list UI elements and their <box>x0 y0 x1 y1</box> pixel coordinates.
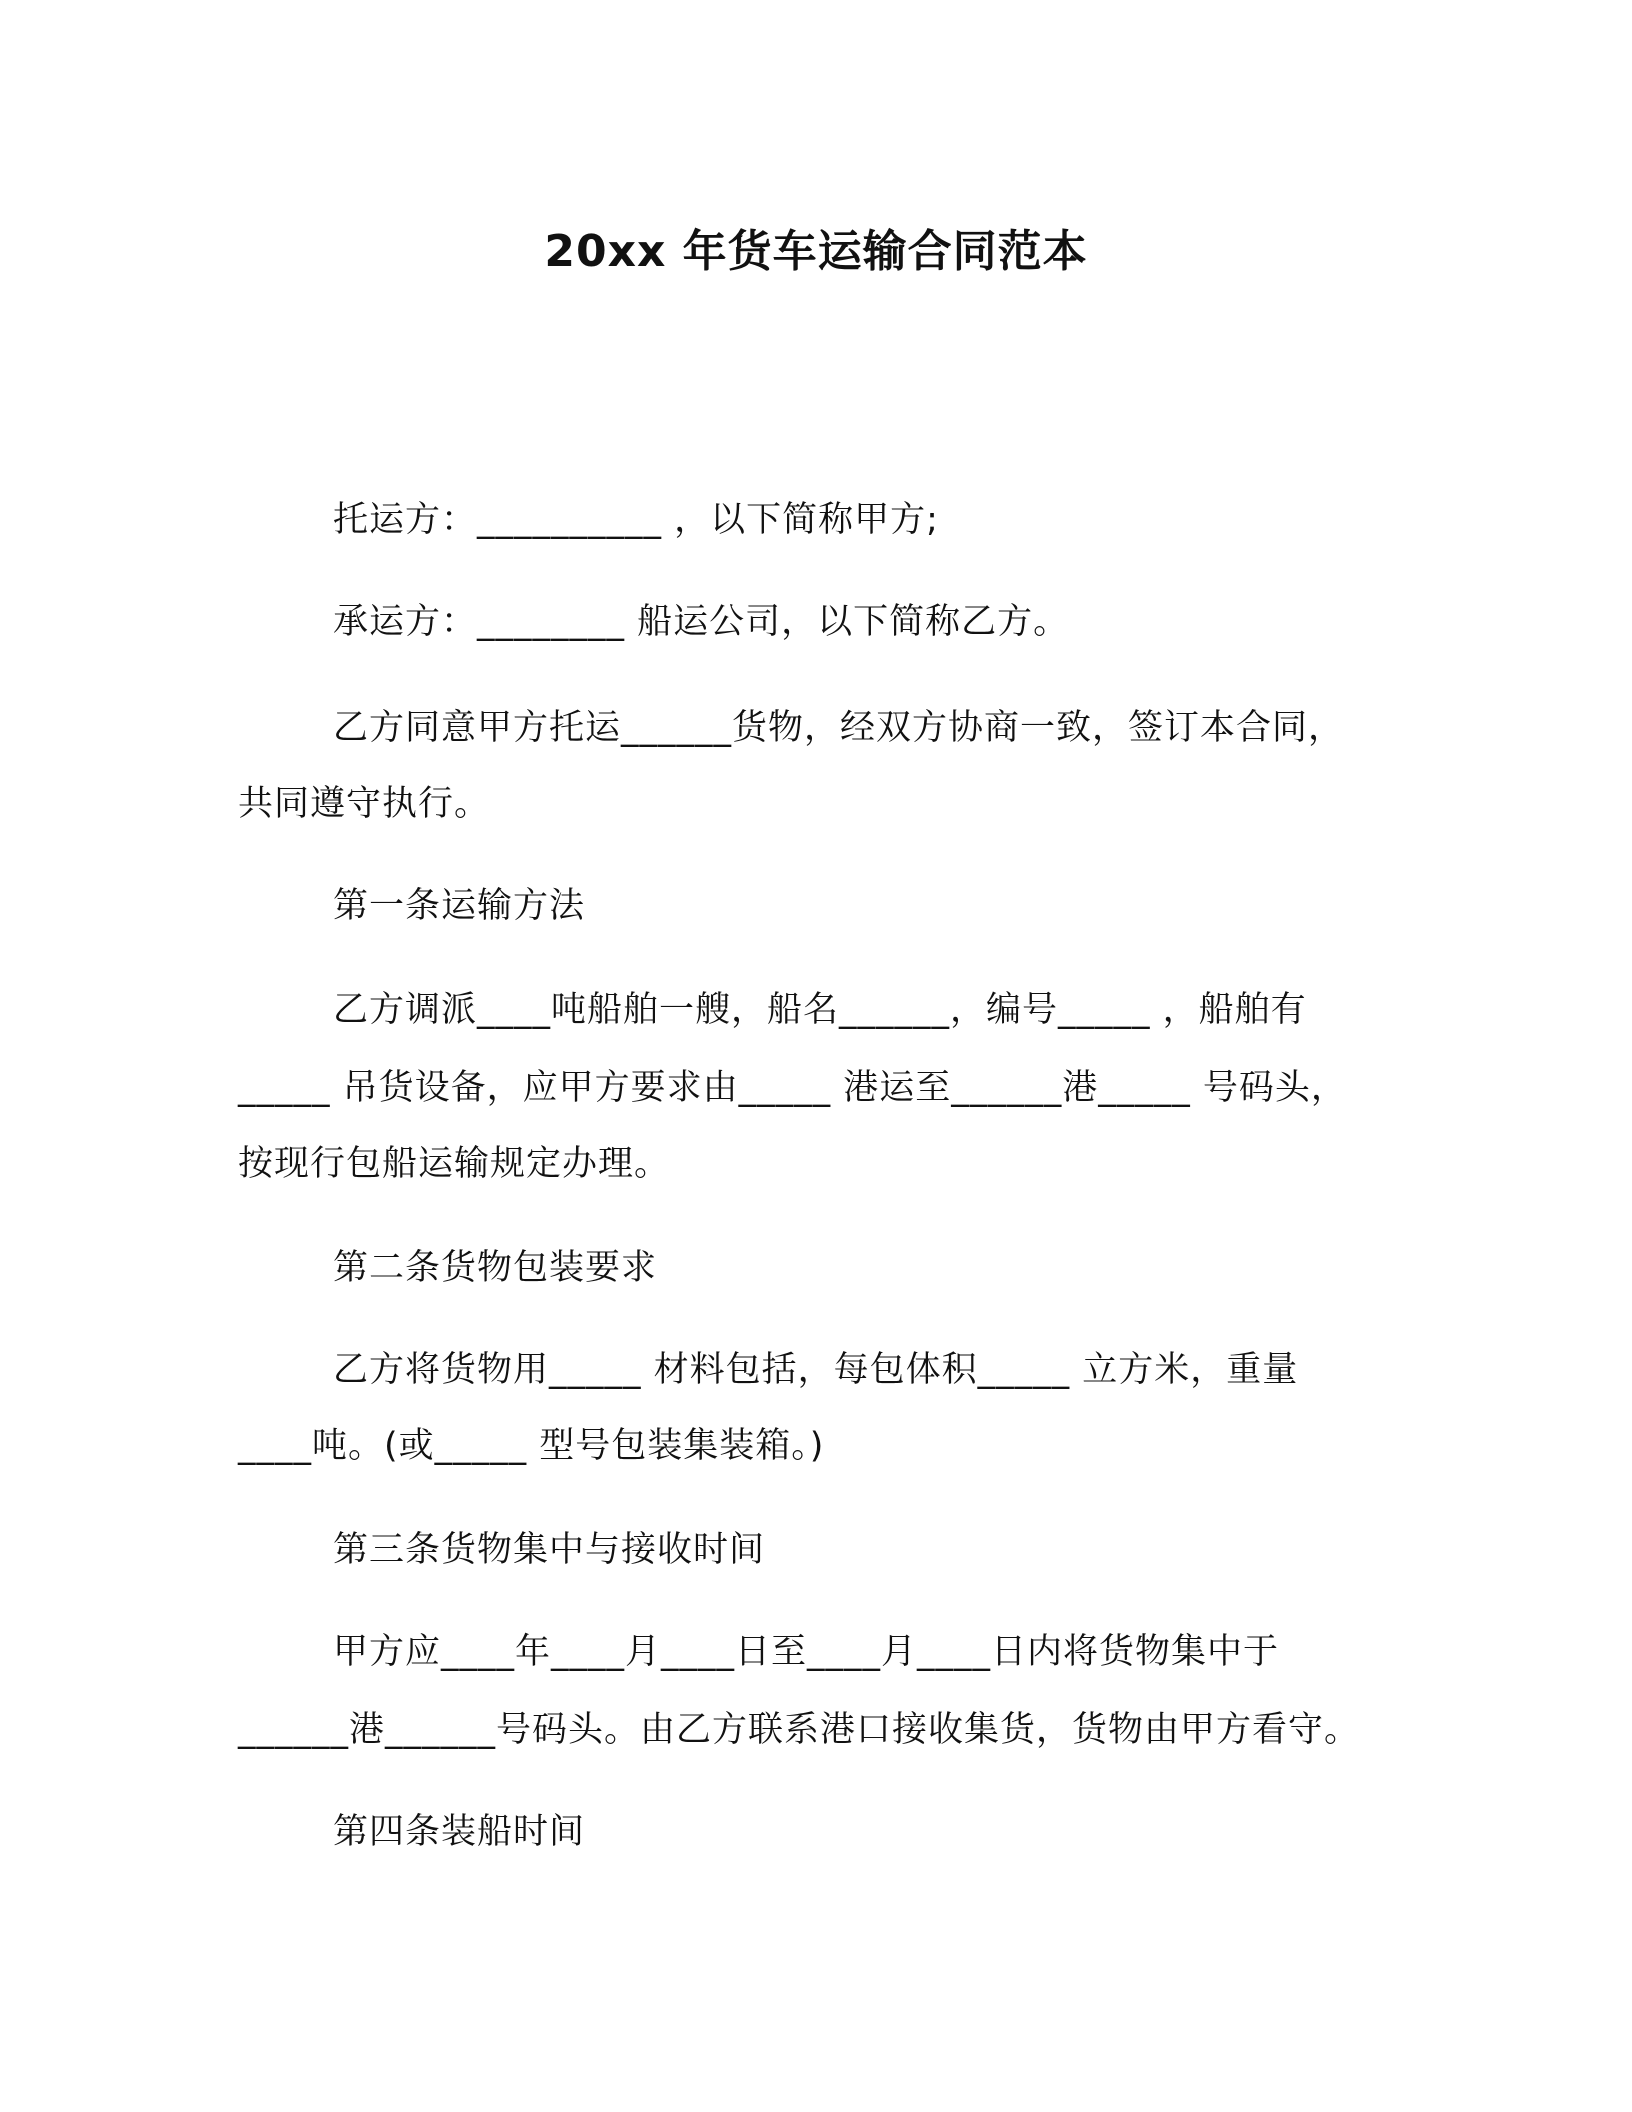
article-3-heading: 第三条货物集中与接收时间 <box>333 1530 766 1570</box>
article-1-heading: 第一条运输方法 <box>333 886 586 926</box>
article-2-line-1: 乙方将货物用_____ 材料包括，每包体积_____ 立方米，重量 <box>333 1350 1299 1390</box>
document-title: 20xx 年货车运输合同范本 <box>544 226 1088 277</box>
article-2-heading: 第二条货物包装要求 <box>333 1248 658 1288</box>
article-3-line-1: 甲方应____年____月____日至____月____日内将货物集中于 <box>333 1632 1280 1672</box>
article-3-line-2: ______港______号码头。由乙方联系港口接收集货，货物由甲方看守。 <box>238 1710 1361 1750</box>
carrier-line: 承运方：________ 船运公司，以下简称乙方。 <box>333 602 1070 642</box>
article-4-heading: 第四条装船时间 <box>333 1812 586 1852</box>
agreement-line-2: 共同遵守执行。 <box>238 784 491 824</box>
article-1-line-1: 乙方调派____吨船舶一艘，船名______，编号_____ ，船舶有 <box>333 990 1307 1030</box>
article-1-line-3: 按现行包船运输规定办理。 <box>238 1144 671 1184</box>
consignor-line: 托运方：__________ ，以下简称甲方; <box>333 500 939 540</box>
article-2-line-2: ____吨。(或_____ 型号包装集装箱。) <box>238 1426 825 1466</box>
agreement-line-1: 乙方同意甲方托运______货物，经双方协商一致，签订本合同， <box>333 708 1345 748</box>
article-1-line-2: _____ 吊货设备，应甲方要求由_____ 港运至______港_____ 号码头， <box>238 1068 1347 1108</box>
